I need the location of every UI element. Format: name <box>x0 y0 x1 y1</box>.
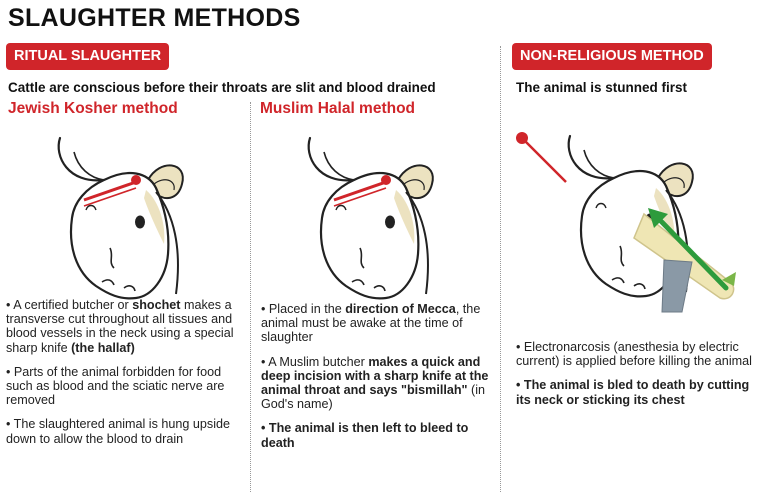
page-title: SLAUGHTER METHODS <box>8 4 301 32</box>
non-religious-label: NON-RELIGIOUS METHOD <box>512 43 712 70</box>
non-religious-description <box>516 340 756 417</box>
ritual-subtitle: Cattle are conscious before their throats are slit and blood drained <box>8 80 436 95</box>
kosher-point-3: • The slaughtered animal is hung upside down to allow the blood to drain <box>6 417 231 446</box>
stunning-illustration <box>514 112 754 322</box>
kosher-description <box>6 298 244 456</box>
ritual-slaughter-label: RITUAL SLAUGHTER <box>6 43 169 70</box>
kosher-heading: Jewish Kosher method <box>8 100 178 117</box>
non-religious-point-1: • Electronarcosis (anesthesia by electric current) is applied before killing the animal <box>516 340 752 369</box>
non-religious-point-2: • The animal is bled to death by cutting its neck or sticking its chest <box>516 378 750 407</box>
halal-point-2: • A Muslim butcher makes a quick and deep incision with a sharp knife at the animal throat and says "bismillah" (in God's name) <box>261 354 489 412</box>
kosher-point-1: • A certified butcher or shochet makes a transverse cut throughout all tissues and blood vessels in the neck using a special sharp knife (the hallaf) <box>6 298 234 355</box>
stun-device-handle <box>662 260 692 312</box>
halal-point-3: • The animal is then left to bleed to death <box>261 421 469 450</box>
column-divider-1 <box>250 102 251 492</box>
halal-cow-illustration <box>294 118 444 308</box>
halal-heading: Muslim Halal method <box>260 100 416 117</box>
halal-description <box>261 302 495 460</box>
kosher-point-2: • Parts of the animal forbidden for food such as blood and the sciatic nerve are removed <box>6 364 225 408</box>
non-religious-subtitle: The animal is stunned first <box>516 80 688 95</box>
halal-cut-point <box>381 175 391 185</box>
kosher-cut-point <box>131 175 141 185</box>
kosher-cow-illustration <box>44 118 194 308</box>
halal-point-1: • Placed in the direction of Mecca, the animal must be awake at the time of slaughter <box>261 302 481 345</box>
column-divider-2 <box>500 46 501 492</box>
